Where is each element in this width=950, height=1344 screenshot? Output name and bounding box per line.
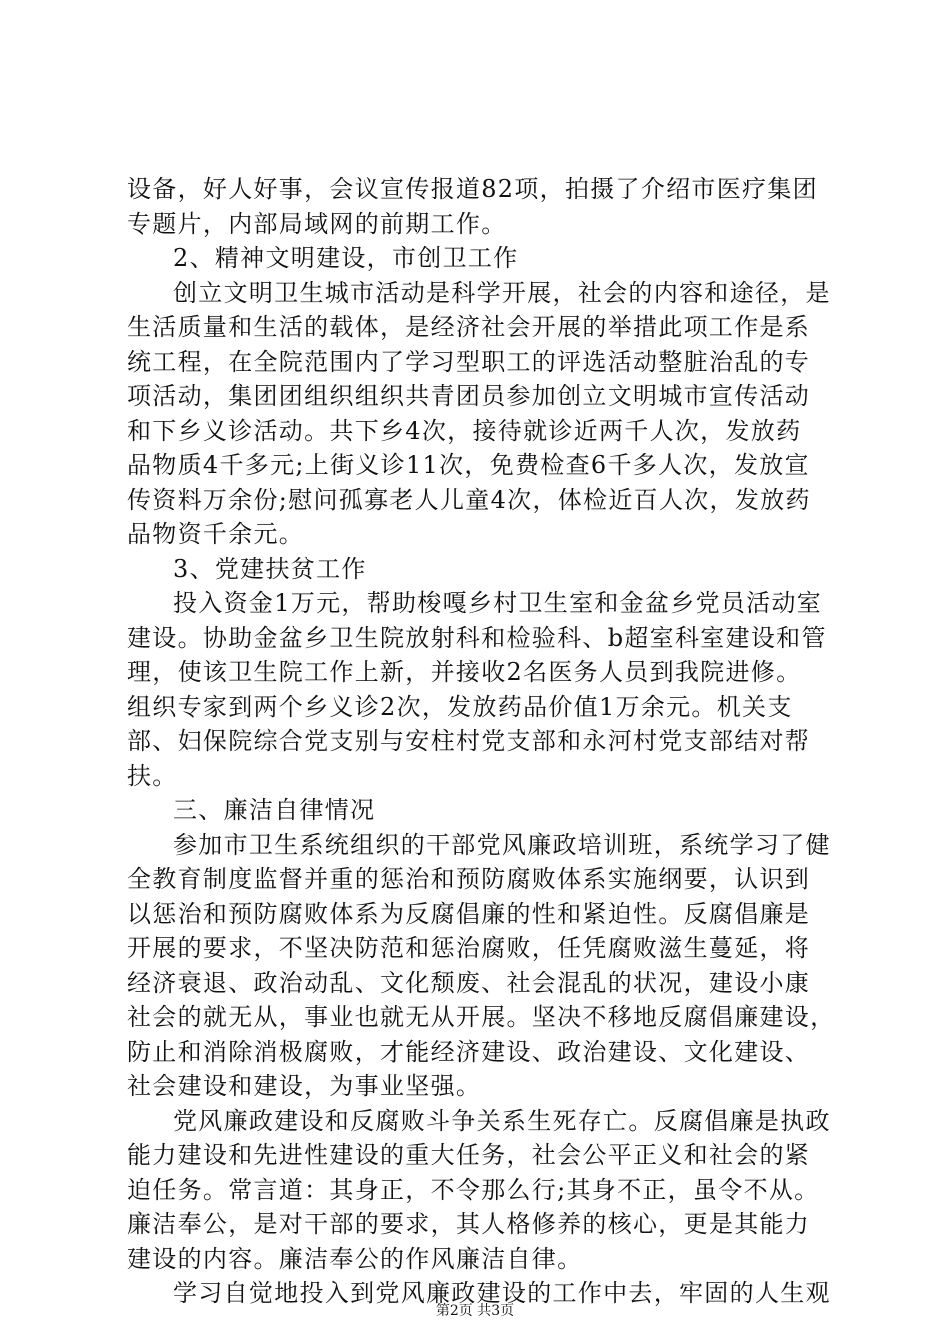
section-heading: 三、廉洁自律情况 [173,796,376,824]
text-line: 建设的内容。廉洁奉公的作风廉洁自律。 [127,1244,583,1273]
page-number: 第2页 共3页 [435,1303,515,1319]
text-line: 品物资千余元。 [127,520,305,548]
text-line: 项活动，集团团组织组织共青团员参加创立文明城市宣传活动 [127,382,811,410]
section-heading: 2、精神文明建设，市创卫工作 [173,244,519,272]
text-line: 投入资金1万元，帮助梭嘎乡村卫生室和金盆乡党员活动室 [173,589,823,617]
text-line: 社会的就无从，事业也就无从开展。坚决不移地反腐倡廉建设， [127,1003,836,1031]
text-line: 扶。 [127,761,178,790]
text-line: 迫任务。常言道：其身正，不令那么行;其身不正，虽令不从。 [127,1175,820,1204]
text-line: 能力建设和先进性建设的重大任务，社会公平正义和社会的紧 [127,1141,811,1169]
document-body [127,172,847,1311]
text-line: 学习自觉地投入到党风廉政建设的工作中去，牢固的人生观 [173,1279,831,1307]
text-line: 设备，好人好事，会议宣传报道82项，拍摄了介绍市医疗集团 [127,175,818,203]
text-line: 创立文明卫生城市活动是科学开展，社会的内容和途径，是 [173,278,831,307]
text-line: 党风廉政建设和反腐败斗争关系生死存亡。反腐倡廉是执政 [173,1106,831,1135]
text-line: 统工程，在全院范围内了学习型职工的评选活动整脏治乱的专 [127,347,811,376]
text-line: 经济衰退、政治动乱、文化颓废、社会混乱的状况，建设小康 [127,968,811,997]
section-heading: 3、党建扶贫工作 [173,554,367,583]
text-line: 参加市卫生系统组织的干部党风廉政培训班，系统学习了健 [173,830,831,859]
text-line: 品物质4千多元;上街义诊11次，免费检查6千多人次，发放宣 [127,451,810,479]
text-line: 理，使该卫生院工作上新，并接收2名医务人员到我院进修。 [127,658,802,686]
text-line: 建设。协助金盆乡卫生院放射科和检验科、b超室科室建设和管 [127,623,827,652]
text-line: 专题片，内部局域网的前期工作。 [127,209,507,238]
text-line: 廉洁奉公，是对干部的要求，其人格修养的核心，更是其能力 [127,1210,811,1238]
text-line: 部、妇保院综合党支别与安柱村党支部和永河村党支部结对帮 [127,727,811,755]
text-line: 传资料万余份;慰问孤寡老人儿童4次，体检近百人次，发放药 [127,485,811,514]
text-line: 防止和消除消极腐败，才能经济建设、政治建设、文化建设、 [127,1037,811,1066]
text-line: 生活质量和生活的载体，是经济社会开展的举措此项工作是系 [127,313,811,341]
text-line: 以惩治和预防腐败体系为反腐倡廉的性和紧迫性。反腐倡廉是 [127,899,811,928]
text-line: 和下乡义诊活动。共下乡4次，接待就诊近两千人次，发放药 [127,416,802,445]
text-line: 组织专家到两个乡义诊2次，发放药品价值1万余元。机关支 [127,692,793,721]
text-line: 全教育制度监督并重的惩治和预防腐败体系实施纲要，认识到 [127,865,811,893]
text-line: 社会建设和建设，为事业坚强。 [127,1072,482,1100]
text-line: 开展的要求，不坚决防范和惩治腐败，任凭腐败滋生蔓延，将 [127,934,811,962]
